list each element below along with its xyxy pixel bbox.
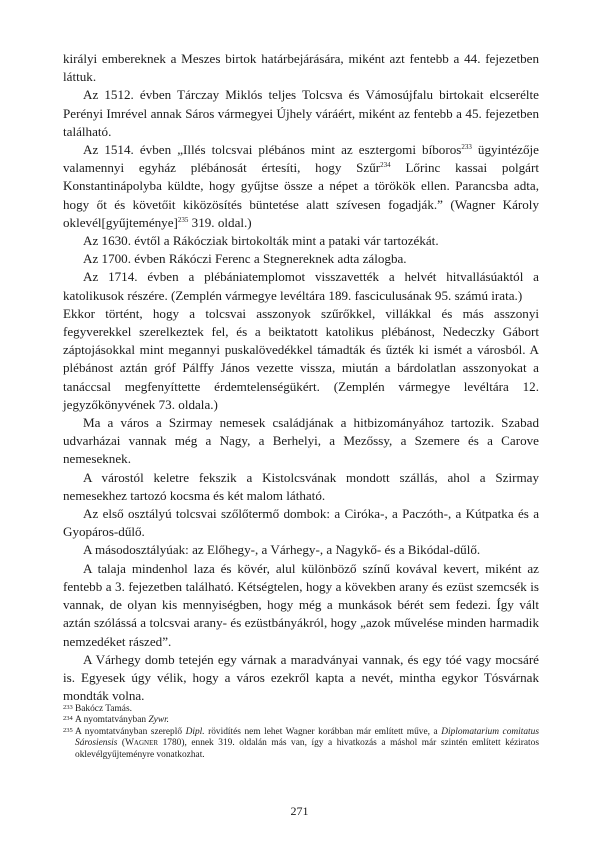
paragraph [63,469,539,505]
text-run: Wagner [125,738,159,749]
paragraph [63,505,539,541]
text-run: Ekkor történt, hogy a tolcsvai asszonyok szűrőkkel, villákkal és más asszonyi fegyverekkel szerelkeztek fel, és a beiktatott katolikus plébánost, Nedeczky Gábort záptojásokkal mint megannyi puskalövedékkel támadták és űzték ki ismét a városból. A plébánost aztán gróf Pálffy János vezette vissza, miután a bárdolatlan asszonyokat a tanáccsal megfenyíttette érdemtelenségükért. (Zemplén vármegye levéltára 12. jegyzőkönyvének 73. oldala.) [63,305,539,412]
text-run: A nyomtatványban szereplő [75,726,186,737]
footnotes [63,704,539,761]
paragraph [63,268,539,304]
text-run: Diplomatarium comitatus Sárosiensis [75,726,539,749]
footnote-number: 234 [63,715,73,723]
text-run: A másodosztályúak: az Előhegy-, a Várhegy-, a Nagykő- és a Bikódal-dűlő. [83,542,481,558]
paragraph [63,414,539,469]
footnote-text [75,727,539,761]
text-run: Az első osztályú tolcsvai szőlőtermő dombok: a Ciróka-, a Paczóth-, a Kútpatka és a Gyopáros-dűlő. [63,506,539,540]
page-number: 271 [290,804,309,818]
text-run: Az 1514. évben „Illés tolcsvai plébános mint az esztergomi bíboros [83,142,462,158]
text-run: Bakócz Tamás. [75,704,132,714]
text-run: 319. oldal.) [188,214,252,230]
text-run: ( [117,738,126,749]
text-run: Az 1512. évben Tárczay Miklós teljes Tolcsva és Vámosújfalu birtokait elcserélte Perényi Imrével annak Sáros vármegyei Újhely váráért, miként az fentebb a 45. fejezetben található. [63,87,539,139]
footnote-number: 235 [63,726,73,734]
footnote-ref: 233 [461,143,472,152]
footnote [63,704,539,715]
paragraph [63,141,539,232]
body-text [63,50,539,705]
footnote-text [75,715,539,726]
text-run: Az 1630. évtől a Rákócziak birtokolták mint a pataki vár tartozékát. [83,233,439,249]
text-run: Lőrinc kassai polgárt Konstantinápolyba küldte, hogy gyűjtse össze a népet a törökök ellen. Parancsba adta, hogy őt és követőit kiközösítés büntetése alatt szívesen fogadják.” (Wagner Károly oklevél[gyűjteménye] [63,160,539,230]
text-run: királyi embereknek a Meszes birtok határbejárására, miként azt fentebb a 44. fejezetben láttuk. [63,51,539,85]
footnote-ref: 235 [177,215,189,224]
text-run: Az 1714. évben a plébániatemplomot visszavették a helvét hitvallásúaktól a katolikusok részére. (Zemplén vármegye levéltára 189. fasciculusának 95. számú irata.) [63,269,539,303]
text-run: ügyintézője valamennyi egyház plébánosát értesíti, hogy Szűr [63,142,539,176]
text-run: A Várhegy domb tetején egy várnak a maradványai vannak, és egy tóé vagy mocsáré is. Egyesek úgy vélik, hogy a város ezekről kapta a nevét, mintha egykor Tósvárnak mondták volna. [63,651,539,704]
paragraph [63,305,539,414]
text-run: Zywr. [148,715,170,726]
text-run: Dipl. [185,726,205,737]
text-run: 1780), ennek 319. oldalán más van, így a hivatkozás a máshol már szintén említett kéziratos oklevélgyűjteményre vonatkozhat. [75,738,539,760]
text-run: rövidítés nem lehet Wagner korábban már említett műve, a [204,726,442,737]
text-run: A nyomtatványban [75,715,149,726]
footnote-text [75,704,539,715]
footnote [63,727,539,761]
paragraph [63,541,539,559]
paragraph [63,560,539,651]
footnote-number: 233 [63,704,73,711]
paragraph [63,651,539,706]
text-run: Az 1700. évben Rákóczi Ferenc a Stegnereknek adta zálogba. [83,251,407,267]
paragraph [63,250,539,268]
footnote [63,715,539,726]
footnote-ref: 234 [380,161,391,170]
text-run: Ma a város a Szirmay nemesek családjának a hitbizományához tartozik. Szabad udvarházai vannak még a Nagy, a Berhelyi, a Mezőssy, a Szemere és a Carove nemeseknek. [63,415,539,467]
text-run: A várostól keletre fekszik a Kistolcsvának mondott szállás, ahol a Szirmay nemesekhez tartozó kocsma és két malom látható. [63,469,539,503]
paragraph [63,86,539,141]
text-run: A talaja mindenhol laza és kövér, alul különböző színű kovával kevert, miként az fentebb a 3. fejezetben található. Kétségtelen, hogy a kövekben arany és ezüst szemcsék is vannak, de olyan kis mennyiségben, hogy még a munkások bérét sem fedezi. Így vált aztán szólássá a tolcsvai arany- és ezüstbányákról, hogy „azok művelése minden harmadik nemzedéket rászed”. [63,560,539,649]
paragraph [63,232,539,250]
paragraph [63,50,539,86]
